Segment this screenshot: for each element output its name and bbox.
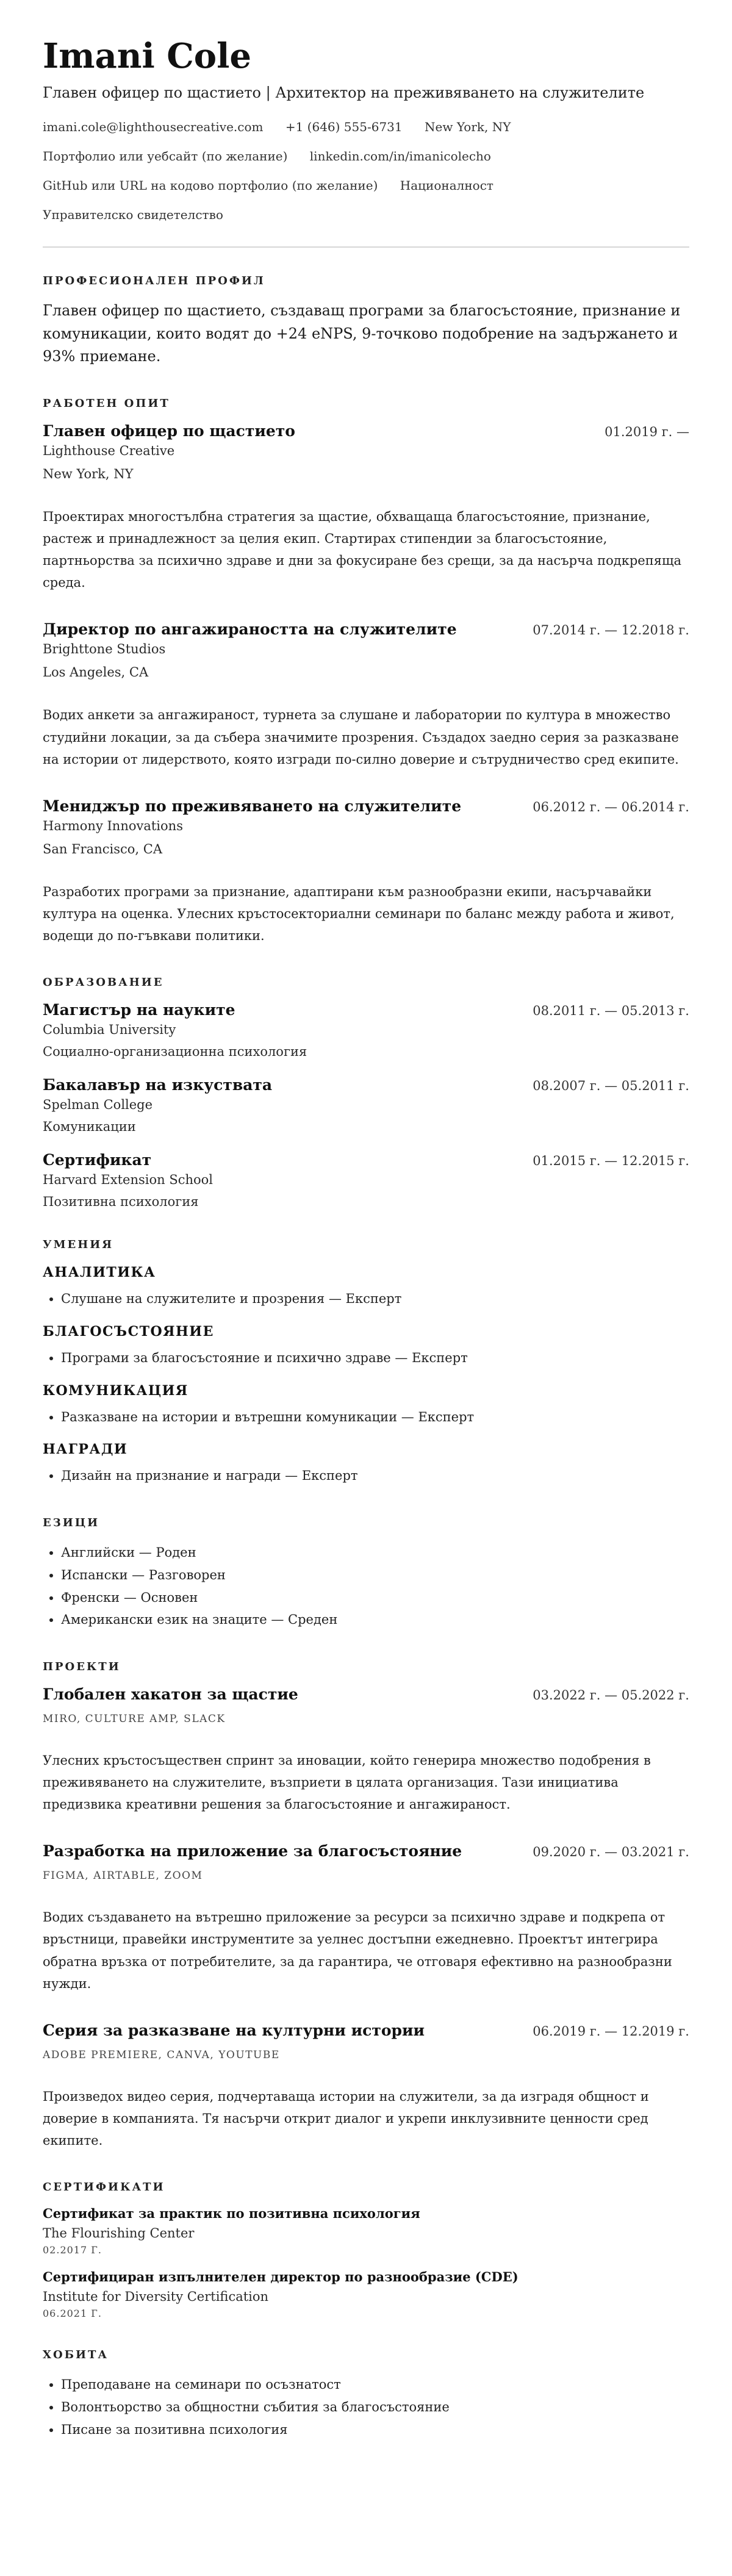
project-title: Глобален хакатон за щастие <box>43 1685 298 1704</box>
skill-category: КОМУНИКАЦИЯ <box>43 1382 188 1399</box>
project-tools: ADOBE PREMIERE, CANVA, YOUTUBE <box>43 2048 280 2061</box>
contact-row-links <box>43 148 689 165</box>
school-name: Harvard Extension School <box>43 1172 213 1188</box>
job-title: Мениджър по преживяването на служителите <box>43 797 462 815</box>
language-item: • Испански — Разговорен <box>61 1564 689 1587</box>
job-description: Проектирах многостълбна стратегия за щастие, обхващаща благосъстояние, признание, растеж и принадлежност за целия екип. Стартирах стипендии за благосъстояние, партньорства за психично здраве и дни за фокусиране без срещи, за да насърча подкрепяща среда. <box>43 509 681 590</box>
degree-title: Сертификат <box>43 1151 152 1169</box>
skill-list <box>43 1465 689 1487</box>
degree-field: Комуникации <box>43 1119 136 1135</box>
project-dates: 06.2019 г. — 12.2019 г. <box>533 2023 689 2039</box>
project-description: Произведох видео серия, подчертаваща истории на служители, за да изградя общност и доверие в компанията. Тя насърчи открит диалог и укрепи инклузивните ценности сред екипите. <box>43 2089 649 2148</box>
section-title-certifications: СЕРТИФИКАТИ <box>43 2181 165 2194</box>
certification-issuer: Institute for Diversity Certification <box>43 2289 269 2305</box>
certification-entry <box>43 2269 689 2319</box>
education-entry <box>43 1076 689 1134</box>
skill-item: • Слушане на служителите и прозрения — Експерт <box>61 1288 689 1310</box>
project-tools: FIGMA, AIRTABLE, ZOOM <box>43 1870 203 1882</box>
contact-email[interactable]: imani.cole@lighthousecreative.com <box>43 120 264 135</box>
skill-category: АНАЛИТИКА <box>43 1265 156 1281</box>
section-title-skills: УМЕНИЯ <box>43 1238 114 1252</box>
certification-name: Сертификат за практик по позитивна психология <box>43 2206 420 2222</box>
section-title-experience: РАБОТЕН ОПИТ <box>43 396 170 410</box>
degree-field: Позитивна психология <box>43 1194 199 1210</box>
degree-field: Социално-организационна психология <box>43 1044 307 1060</box>
certification-name: Сертифициран изпълнителен директор по разнообразие (CDE) <box>43 2269 518 2285</box>
experience-entry <box>43 797 689 947</box>
skill-item: • Разказване на истории и вътрешни комуникации — Експерт <box>61 1406 689 1429</box>
contact-nationality: Националност <box>400 178 493 193</box>
degree-dates: 01.2015 г. — 12.2015 г. <box>533 1153 689 1169</box>
candidate-name: Imani Cole <box>43 36 252 76</box>
hobby-item: • Волонтьорство за общностни събития за благосъстояние <box>61 2396 689 2419</box>
job-description: Разработих програми за признание, адаптирани към разнообразни екипи, насърчавайки култура на оценка. Улесних кръстосекториални семинари по баланс между работа и живот, водещи до по-гъвкави политики. <box>43 884 675 943</box>
job-location: New York, NY <box>43 466 134 481</box>
project-title: Разработка на приложение за благосъстояние <box>43 1842 462 1860</box>
skill-item: • Програми за благосъстояние и психично здраве — Експерт <box>61 1347 689 1369</box>
section-title-profile: ПРОФЕСИОНАЛЕН ПРОФИЛ <box>43 274 265 288</box>
experience-section <box>43 397 689 947</box>
job-dates: 06.2012 г. — 06.2014 г. <box>533 799 689 814</box>
profile-section <box>43 274 689 368</box>
section-title-hobbies: ХОБИТА <box>43 2348 109 2362</box>
project-entry <box>43 1685 689 1815</box>
profile-summary: Главен офицер по щастието, създаващ програми за благосъстояние, признание и комуникации, които водят до +24 eNPS, 9-точково подобрение на задържането и 93% приемане. <box>43 302 681 365</box>
job-company: Harmony Innovations <box>43 818 183 833</box>
degree-title: Магистър на науките <box>43 1001 235 1019</box>
skill-item: • Дизайн на признание и награди — Експерт <box>61 1465 689 1487</box>
skill-list <box>43 1347 689 1369</box>
project-title: Серия за разказване на културни истории <box>43 2021 425 2039</box>
job-company: Brighttone Studios <box>43 642 166 657</box>
job-title: Главен офицер по щастието <box>43 422 295 440</box>
certification-entry <box>43 2206 689 2256</box>
language-item: • Френски — Основен <box>61 1587 689 1609</box>
project-entry <box>43 1842 689 1994</box>
skill-list <box>43 1406 689 1429</box>
job-description: Водих анкети за ангажираност, турнета за слушане и лаборатории по култура в множество студийни локации, за да събера значимите прозрения. Създадох заедно серия за разказване на истории от лидерството, която изгради по-силно доверие и сътрудничество сред екипите. <box>43 708 679 767</box>
project-dates: 09.2020 г. — 03.2021 г. <box>533 1845 689 1860</box>
certification-date: 06.2021 Г. <box>43 2308 102 2320</box>
contact-row-primary <box>43 118 689 135</box>
experience-entry <box>43 422 689 594</box>
school-name: Spelman College <box>43 1097 153 1113</box>
degree-dates: 08.2011 г. — 05.2013 г. <box>533 1003 689 1019</box>
project-description: Водих създаването на вътрешно приложение за ресурси за психично здраве и подкрепа от връстници, правейки инструментите за уелнес достъпни ежедневно. Проектът интегрира обратна връзка от потребителите, за да гарантира, че отговаря ефективно на разнообразни нужди. <box>43 1910 672 1991</box>
certifications-section <box>43 2181 689 2319</box>
job-dates: 07.2014 г. — 12.2018 г. <box>533 623 689 638</box>
candidate-headline: Главен офицер по щастието | Архитектор на преживяването на служителите <box>43 84 645 102</box>
contact-location: New York, NY <box>425 120 511 135</box>
hobby-item: • Преподаване на семинари по осъзнатост <box>61 2373 689 2396</box>
languages-section <box>43 1516 689 1631</box>
job-location: San Francisco, CA <box>43 841 163 856</box>
skill-category: БЛАГОСЪСТОЯНИЕ <box>43 1323 214 1340</box>
section-title-languages: ЕЗИЦИ <box>43 1516 100 1530</box>
resume-header <box>43 37 689 223</box>
projects-section <box>43 1660 689 2151</box>
section-title-education: ОБРАЗОВАНИЕ <box>43 976 164 989</box>
contact-linkedin[interactable]: linkedin.com/in/imanicolecho <box>309 149 491 164</box>
header-divider <box>43 246 689 248</box>
certification-issuer: The Flourishing Center <box>43 2226 195 2241</box>
project-tools: MIRO, CULTURE AMP, SLACK <box>43 1713 226 1726</box>
job-title: Директор по ангажираността на служителите <box>43 620 457 639</box>
project-entry <box>43 2022 689 2151</box>
section-title-projects: ПРОЕКТИ <box>43 1660 121 1674</box>
job-company: Lighthouse Creative <box>43 443 175 458</box>
school-name: Columbia University <box>43 1022 176 1038</box>
skill-category: НАГРАДИ <box>43 1441 128 1458</box>
contact-github[interactable]: GitHub или URL на кодово портфолио (по желание) <box>43 178 378 193</box>
contact-row-license <box>43 206 689 223</box>
degree-title: Бакалавър на изкуствата <box>43 1076 273 1094</box>
job-dates: 01.2019 г. — <box>605 424 689 439</box>
education-entry <box>43 1001 689 1059</box>
language-item: • Американски език на знаците — Среден <box>61 1609 689 1631</box>
language-list <box>43 1541 689 1631</box>
contact-portfolio[interactable]: Портфолио или уебсайт (по желание) <box>43 149 288 164</box>
experience-entry <box>43 620 689 770</box>
language-item: • Английски — Роден <box>61 1541 689 1564</box>
project-dates: 03.2022 г. — 05.2022 г. <box>533 1688 689 1703</box>
project-description: Улесних кръстосъществен спринт за иновации, който генерира множество подобрения в преживяването на служителите, възприети в цялата организация. Тази инициатива предизвика креативни решения за благосъстояние и ангажираност. <box>43 1753 651 1812</box>
contact-row-extra <box>43 177 689 194</box>
hobby-item: • Писане за позитивна психология <box>61 2419 689 2441</box>
job-location: Los Angeles, CA <box>43 665 149 680</box>
degree-dates: 08.2007 г. — 05.2011 г. <box>533 1078 689 1094</box>
hobbies-section <box>43 2348 689 2441</box>
education-entry <box>43 1151 689 1209</box>
contact-license: Управителско свидетелство <box>43 207 223 223</box>
certification-date: 02.2017 Г. <box>43 2244 102 2256</box>
hobby-list <box>43 2373 689 2441</box>
skills-section <box>43 1238 689 1487</box>
skill-list <box>43 1288 689 1310</box>
contact-phone[interactable]: +1 (646) 555-6731 <box>285 120 403 135</box>
education-section <box>43 976 689 1209</box>
